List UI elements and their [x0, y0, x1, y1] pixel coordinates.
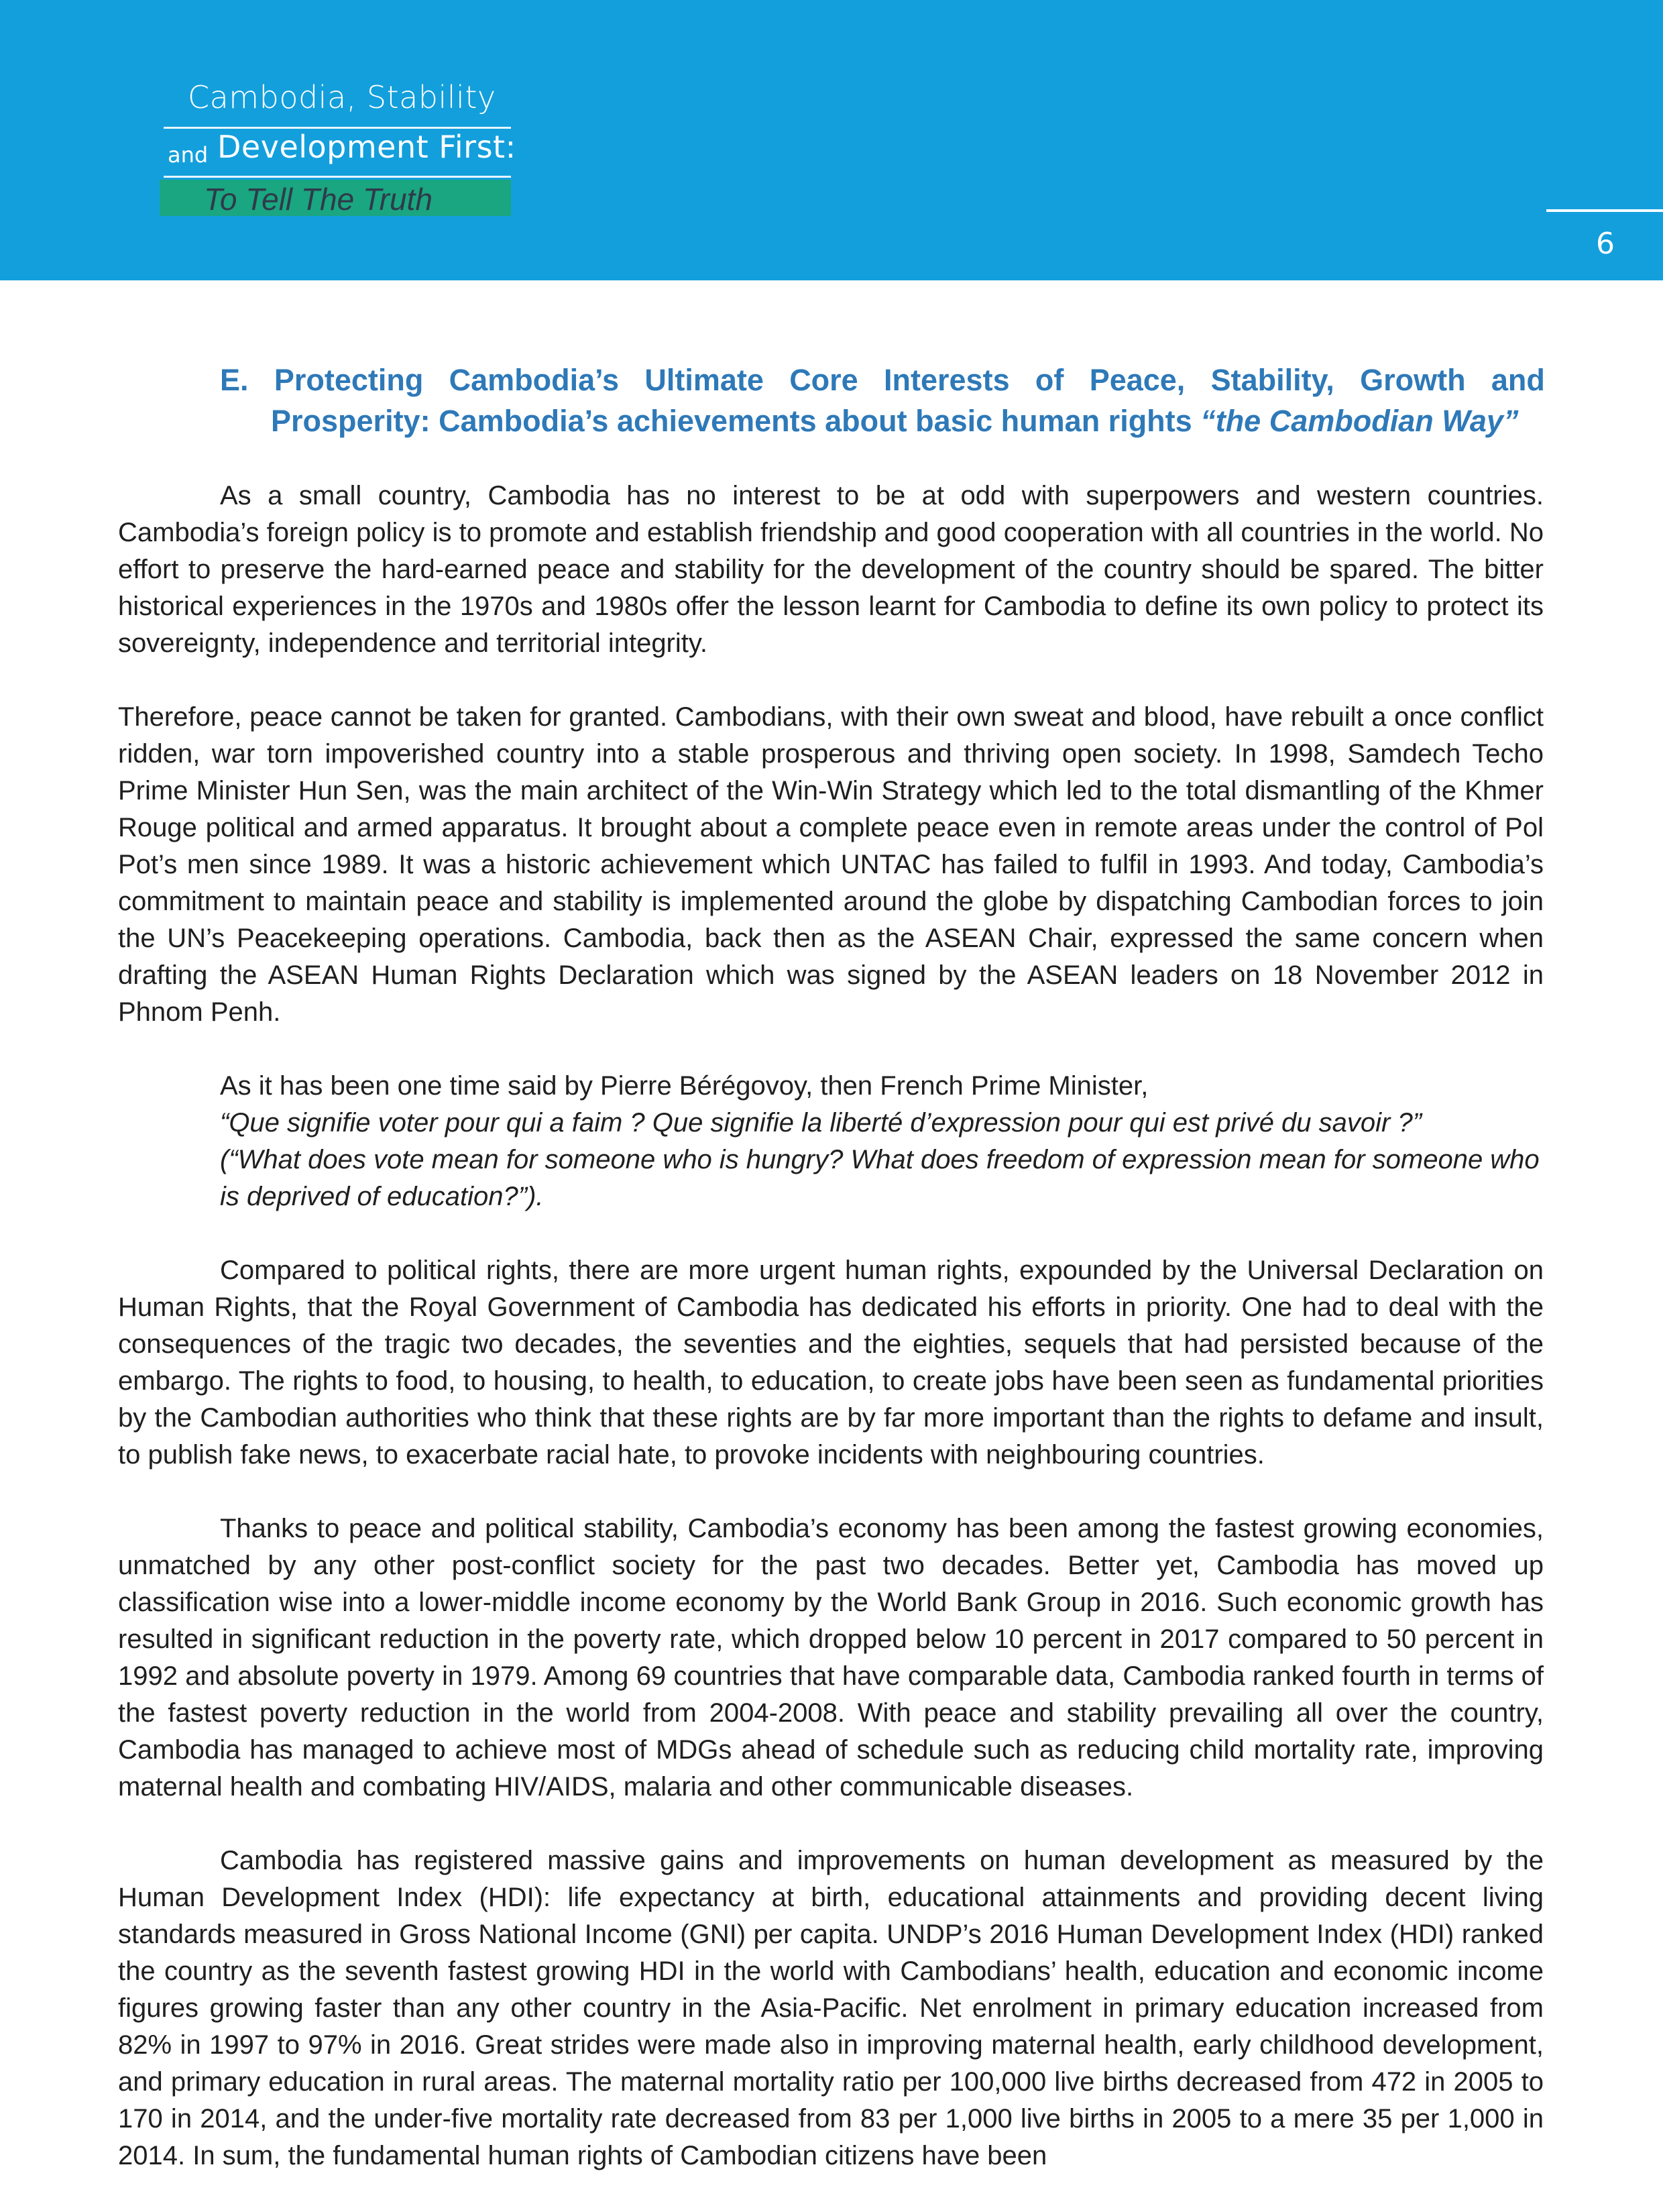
section-heading-line2 [220, 400, 1545, 441]
page-number-rule [1546, 209, 1663, 212]
heading-text: Prosperity: Cambodia’s achievements about basic human rights [271, 404, 1201, 438]
paragraph: Cambodia has registered massive gains and improvements on human development as measured by the Human Development Index (HDI): life expectancy at birth, educational attainments and providing decent living standards measured in Gross National Income (GNI) per capita. UNDP’s 2016 Human Development Index (HDI) ranked the country as the seventh fastest growing HDI in the world with Cambodians’ health, education and economic income figures growing faster than any other country in the Asia-Pacific. Net enrolment in primary education increased from 82% in 1997 to 97% in 2016. Great strides were made also in improving maternal health, early childhood development, and primary education in rural areas. The maternal mortality ratio per 100,000 live births decreased from 472 in 2005 to 170 in 2014, and the under-five mortality rate decreased from 83 per 1,000 live births in 2005 to a mere 35 per 1,000 in 2014. In sum, the fundamental human rights of Cambodian citizens have been [118, 1846, 1544, 2170]
book-title-and: and [168, 142, 209, 168]
title-divider [164, 176, 511, 178]
book-title-line2: Development First: [217, 129, 516, 165]
book-subtitle: To Tell The Truth [204, 182, 433, 217]
heading-word: Protecting [274, 363, 424, 397]
quotation-intro: As it has been one time said by Pierre Bérégovoy, then French Prime Minister, [220, 1071, 1149, 1101]
heading-emphasis: “the Cambodian Way” [1200, 404, 1519, 438]
quotation-english: (“What does vote mean for someone who is hungry? What does freedom of expression mean for someone who is deprived of education?”). [220, 1145, 1540, 1211]
paragraph: Therefore, peace cannot be taken for granted. Cambodians, with their own sweat and blood, have rebuilt a once conflict ridden, war torn impoverished country into a stable prosperous and thriving open society. In 1998, Samdech Techo Prime Minister Hun Sen, was the main architect of the Win-Win Strategy which led to the total dismantling of the Khmer Rouge political and armed apparatus. It brought about a complete peace even in remote areas under the control of Pol Pot’s men since 1989. It was a historic achievement which UNTAC has failed to fulfil in 1993. And today, Cambodia’s commitment to maintain peace and stability is implemented around the globe by dispatching Cambodian forces to join the UN’s Peacekeeping operations. Cambodia, back then as the ASEAN Chair, expressed the same concern when drafting the ASEAN Human Rights Declaration which was signed by the ASEAN leaders on 18 November 2012 in Phnom Penh. [118, 702, 1544, 1027]
heading-word: and [1491, 363, 1545, 397]
heading-word: Growth [1360, 363, 1466, 397]
heading-word: of [1035, 363, 1064, 397]
heading-word: Core [789, 363, 858, 397]
heading-word: E. [220, 363, 249, 397]
header-banner [0, 0, 1663, 280]
heading-word: Stability, [1210, 363, 1334, 397]
subtitle-box [160, 180, 511, 216]
heading-word: Ultimate [644, 363, 764, 397]
paragraph: Compared to political rights, there are more urgent human rights, expounded by the Universal Declaration on Human Rights, that the Royal Government of Cambodia has dedicated his efforts in priority. One had to deal with the consequences of the tragic two decades, the seventies and the eighties, sequels that had persisted because of the embargo. The rights to food, to housing, to health, to education, to create jobs have been seen as fundamental priorities by the Cambodian authorities who think that these rights are by far more important than the rights to defame and insult, to publish fake news, to exacerbate racial hate, to provoke incidents with neighbouring countries. [118, 1256, 1544, 1470]
heading-word: Peace, [1089, 363, 1186, 397]
quotation-block [118, 1068, 1544, 1215]
heading-word: Cambodia’s [449, 363, 620, 397]
quotation-french: “Que signifie voter pour qui a faim ? Que signifie la liberté d’expression pour qui est privé du savoir ?” [220, 1108, 1422, 1138]
section-heading [220, 360, 1545, 441]
heading-word: Interests [884, 363, 1010, 397]
page-number: 6 [1596, 227, 1615, 261]
paragraph: Thanks to peace and political stability, Cambodia’s economy has been among the fastest growing economies, unmatched by any other post-conflict society for the past two decades. Better yet, Cambodia has moved up classification wise into a lower-middle income economy by the World Bank Group in 2016. Such economic growth has resulted in significant reduction in the poverty rate, which dropped below 10 percent in 2017 compared to 50 percent in 1992 and absolute poverty in 1979. Among 69 countries that have comparable data, Cambodia ranked fourth in terms of the fastest poverty reduction in the world from 2004-2008. With peace and stability prevailing all over the country, Cambodia has managed to achieve most of MDGs ahead of schedule such as reducing child mortality rate, improving maternal health and combating HIV/AIDS, malaria and other communicable diseases. [118, 1514, 1544, 1802]
book-title-line1: Cambodia, Stability [188, 79, 496, 115]
section-heading-line1 [220, 360, 1545, 400]
body-text [118, 478, 1544, 2211]
paragraph: As a small country, Cambodia has no interest to be at odd with superpowers and western countries. Cambodia’s foreign policy is to promote and establish friendship and good cooperation with all countries in the world. No effort to preserve the hard-earned peace and stability for the development of the country should be spared. The bitter historical experiences in the 1970s and 1980s offer the lesson learnt for Cambodia to define its own policy to protect its sovereignty, independence and territorial integrity. [118, 481, 1544, 658]
